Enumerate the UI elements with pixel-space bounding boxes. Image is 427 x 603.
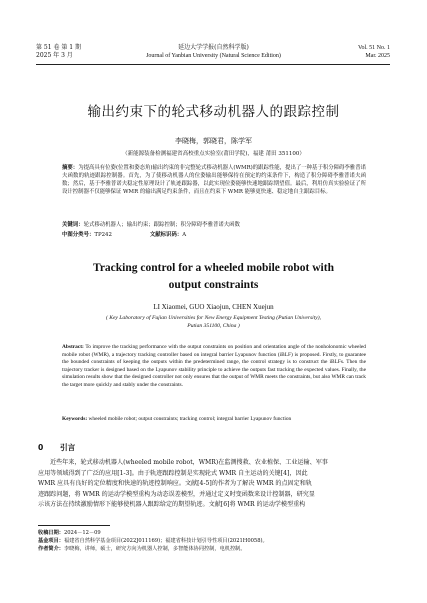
abstract-en-label: Abstract: [62, 344, 84, 350]
clc-label: 中图分类号： [62, 232, 95, 238]
abstract-en [62, 344, 366, 390]
footnote-label: 收稿日期： [38, 530, 64, 536]
body-paragraph [38, 458, 390, 511]
doc-code-value: A [182, 232, 187, 238]
body-line: 应用等领域得到了广泛的应用[1-3]。由于轨迹跟踪控制是实现轮式 WMR 自主运动的关键[4]，因此 [38, 469, 308, 477]
abstract-en-text: To improve the tracking performance with the output constraints on position and orientation angle of the nonholonomic wheeled mobile robot (WMR), a trajectory tracking controller based on integral barrier Lyapunov function (iBLF) is proposed. Firstly, to guarantee the bounded constraints of keeping the outputs within the predetermined range, the control strategy is to construct the iBLFs. Then the trajectory tracker is designed based on the Lyapunov stability principle to achieve the outputs fast tracking the expected values. Finally, the simulation results show that the designed controller not only ensures that the output of WMR meets the constraints, but also WMR can track the target more quickly and stably under the constraints. [62, 344, 366, 388]
footnote-label: 基金项目： [38, 538, 64, 545]
keywords-en-text: wheeled mobile robot; output constraints; tracking control; integral barrier Lyapunov function [88, 416, 292, 422]
keywords-en-label: Keywords: [62, 416, 88, 422]
body-line: 近些年来，轮式移动机器人(wheeled mobile robot，WMR)在监测搜救、农业植保、工业运输、军事 [50, 459, 328, 466]
footnote-text: 李晓梅，讲师，硕士，研究方向为机器人控制，多智能体协同控制，电机控制。 [63, 546, 246, 553]
keywords-en [62, 416, 366, 424]
abstract-cn-label: 摘要： [62, 165, 79, 171]
header-volume-en: Vol. 51 No. 1 [357, 45, 390, 51]
keywords-cn-label: 关键词： [62, 222, 84, 228]
header-journal-cn: 延边大学学报(自然科学版) [178, 44, 249, 51]
abstract-cn [62, 164, 366, 196]
paper-title-en-line: output constraints [168, 279, 259, 291]
affiliation-cn: （新能源装备检测福建省高校重点实验室(莆田学院)，福建 莆田 351100） [122, 151, 305, 157]
abstract-cn-text: 为提高具有位姿(位置和姿态角)输出约束的非完整轮式移动机器人(WMR)的跟踪性能，提出了一种基于积分障碍李雅普诺夫函数的轨迹跟踪控制器。首先，为了使移动机器人的位姿输出能够保持在预定的约束条件下，构造了积分障碍李雅普诺夫函数；然后，基于李雅普诺夫稳定性原理设计了轨迹跟踪器，以此实现位姿能够快速地跟踪期望值。最后，利用仿真实验验证了所设计控制器不仅能够保证 WMR 的输出满足约束条件，而且在约束下 WMR 能够更快速、稳定地自主跟踪目标。 [62, 165, 366, 195]
keywords-cn-text: 轮式移动机器人；输出约束；跟踪控制；积分障碍李雅普诺夫函数 [83, 222, 240, 228]
header-date-cn: 2025 年 3 月 [36, 52, 73, 59]
body-line: 迹跟踪问题，将 WMR 的运动学模型重构为动态误差模型，并通过定义时变函数来设计控制器，研究显 [38, 490, 315, 498]
section-title: 引言 [60, 443, 76, 452]
footnote-author-bio [38, 545, 390, 553]
footnote-text: 2024－12－09 [63, 530, 101, 536]
body-line: WMR 应具有良好的定位精度和快速的轨迹控制响应。文献[4-5]的作者为了解决 WMR 的点固定和轨 [38, 480, 312, 488]
footnote-rule [38, 525, 110, 526]
affiliation-en-line: ( Key Laboratory of Fujian Universities for New Energy Equipment Testing (Putian University), [105, 315, 322, 321]
paper-title-en-line: Tracking control for a wheeled mobile robot with [93, 262, 334, 274]
section-heading [38, 442, 75, 453]
footnote-label: 作者简介： [38, 546, 64, 553]
header-volume-cn: 第 51 卷 第 1 期 [36, 44, 81, 51]
header-date-en: Mar. 2025 [365, 53, 390, 59]
keywords-cn [62, 221, 366, 229]
paper-title-en [0, 260, 427, 294]
affiliation-en-line: Putian 351100, China ) [187, 323, 240, 329]
footnote-text: 福建省自然科学基金项目(2022J011169)；福建省科技计划引导性项目(2021H0058)。 [63, 538, 268, 545]
doc-code-label: 文献标识码： [149, 232, 183, 238]
section-number: 0 [38, 443, 44, 452]
authors-en: LI Xiaomei, GUO Xiaojun, CHEN Xuejun [153, 303, 274, 311]
authors-cn: 李晓梅，郭晓君，陈学军 [175, 137, 252, 145]
footnote-funding [38, 537, 390, 545]
header-rule [36, 64, 390, 65]
body-line: 示该方法在持续激励情形下能够使机器人跟踪给定的期望轨迹。文献[6]将 WMR 的运动学模型重构 [38, 501, 306, 509]
paper-title-cn: 输出约束下的轮式移动机器人的跟踪控制 [87, 104, 340, 120]
clc-value: TP242 [94, 232, 112, 238]
header-journal-en: Journal of Yanbian University (Natural Science Edition) [146, 53, 281, 59]
footnotes [38, 529, 390, 554]
header-right [358, 44, 390, 60]
classification-cn [62, 231, 366, 239]
footnote-received [38, 529, 390, 537]
affiliation-en [0, 314, 427, 330]
